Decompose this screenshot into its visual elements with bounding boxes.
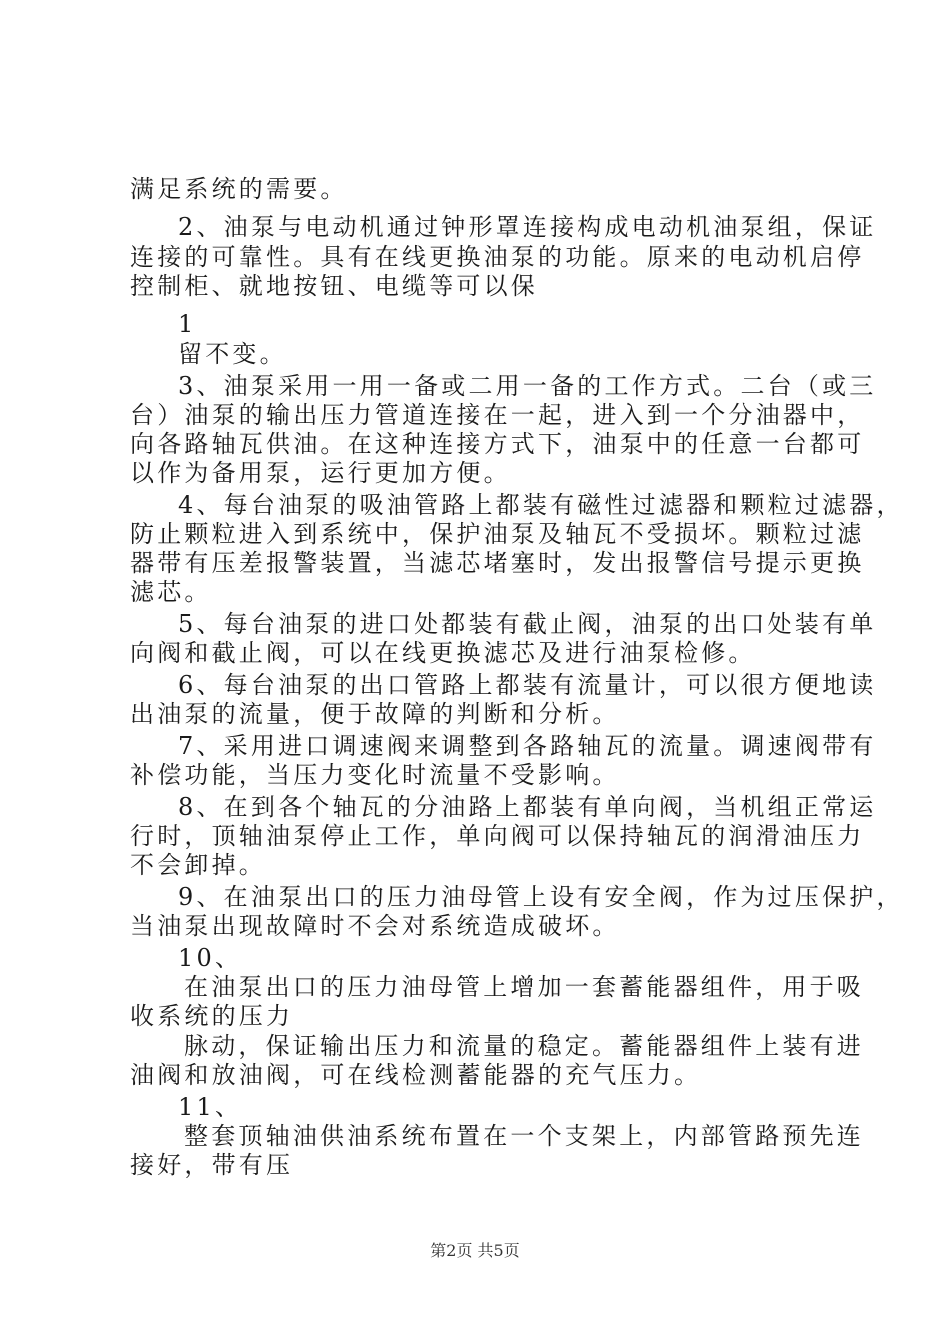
text-line: 出油泵的流量，便于故障的判断和分析。 [130, 700, 620, 728]
text-line: 向各路轴瓦供油。在这种连接方式下，油泵中的任意一台都可 [130, 430, 865, 458]
text-line: 防止颗粒进入到系统中，保护油泵及轴瓦不受损坏。颗粒过滤 [130, 520, 865, 548]
text-line: 滤芯。 [130, 578, 212, 606]
text-line: 器带有压差报警装置，当滤芯堵塞时，发出报警信号提示更换 [130, 549, 865, 577]
text-line: 补偿功能，当压力变化时流量不受影响。 [130, 761, 620, 789]
text-line: 3、油泵采用一用一备或二用一备的工作方式。二台（或三 [178, 372, 877, 400]
text-line: 在油泵出口的压力油母管上增加一套蓄能器组件，用于吸 [184, 973, 864, 1001]
text-line: 整套顶轴油供油系统布置在一个支架上，内部管路预先连 [184, 1122, 864, 1150]
text-line: 脉动，保证输出压力和流量的稳定。蓄能器组件上装有进 [184, 1032, 864, 1060]
text-line: 行时，顶轴油泵停止工作，单向阀可以保持轴瓦的润滑油压力 [130, 822, 865, 850]
text-line: 控制柜、就地按钮、电缆等可以保 [130, 272, 538, 300]
text-line: 不会卸掉。 [130, 851, 266, 879]
text-line: 10、 [178, 944, 243, 972]
text-line: 8、在到各个轴瓦的分油路上都装有单向阀，当机组正常运 [178, 793, 877, 821]
text-line: 以作为备用泵，运行更加方便。 [130, 459, 511, 487]
text-line: 4、每台油泵的吸油管路上都装有磁性过滤器和颗粒过滤器， [178, 491, 904, 519]
text-line: 5、每台油泵的进口处都装有截止阀，油泵的出口处装有单 [178, 610, 877, 638]
page-footer: 第2页 共5页 [430, 1241, 520, 1260]
text-line: 2、油泵与电动机通过钟形罩连接构成电动机油泵组，保证 [178, 213, 877, 241]
text-line: 1 [178, 310, 197, 338]
text-line: 11、 [178, 1093, 243, 1121]
text-line: 满足系统的需要。 [130, 175, 348, 203]
text-line: 油阀和放油阀，可在线检测蓄能器的充气压力。 [130, 1061, 702, 1089]
text-line: 9、在油泵出口的压力油母管上设有安全阀，作为过压保护， [178, 883, 904, 911]
text-line: 留不变。 [178, 340, 287, 368]
text-line: 接好，带有压 [130, 1151, 294, 1179]
text-line: 连接的可靠性。具有在线更换油泵的功能。原来的电动机启停 [130, 243, 865, 271]
text-line: 当油泵出现故障时不会对系统造成破坏。 [130, 912, 620, 940]
text-line: 台）油泵的输出压力管道连接在一起，进入到一个分油器中， [130, 401, 865, 429]
text-line: 6、每台油泵的出口管路上都装有流量计，可以很方便地读 [178, 671, 877, 699]
text-line: 向阀和截止阀，可以在线更换滤芯及进行油泵检修。 [130, 639, 756, 667]
text-line: 收系统的压力 [130, 1002, 294, 1030]
text-line: 7、采用进口调速阀来调整到各路轴瓦的流量。调速阀带有 [178, 732, 877, 760]
